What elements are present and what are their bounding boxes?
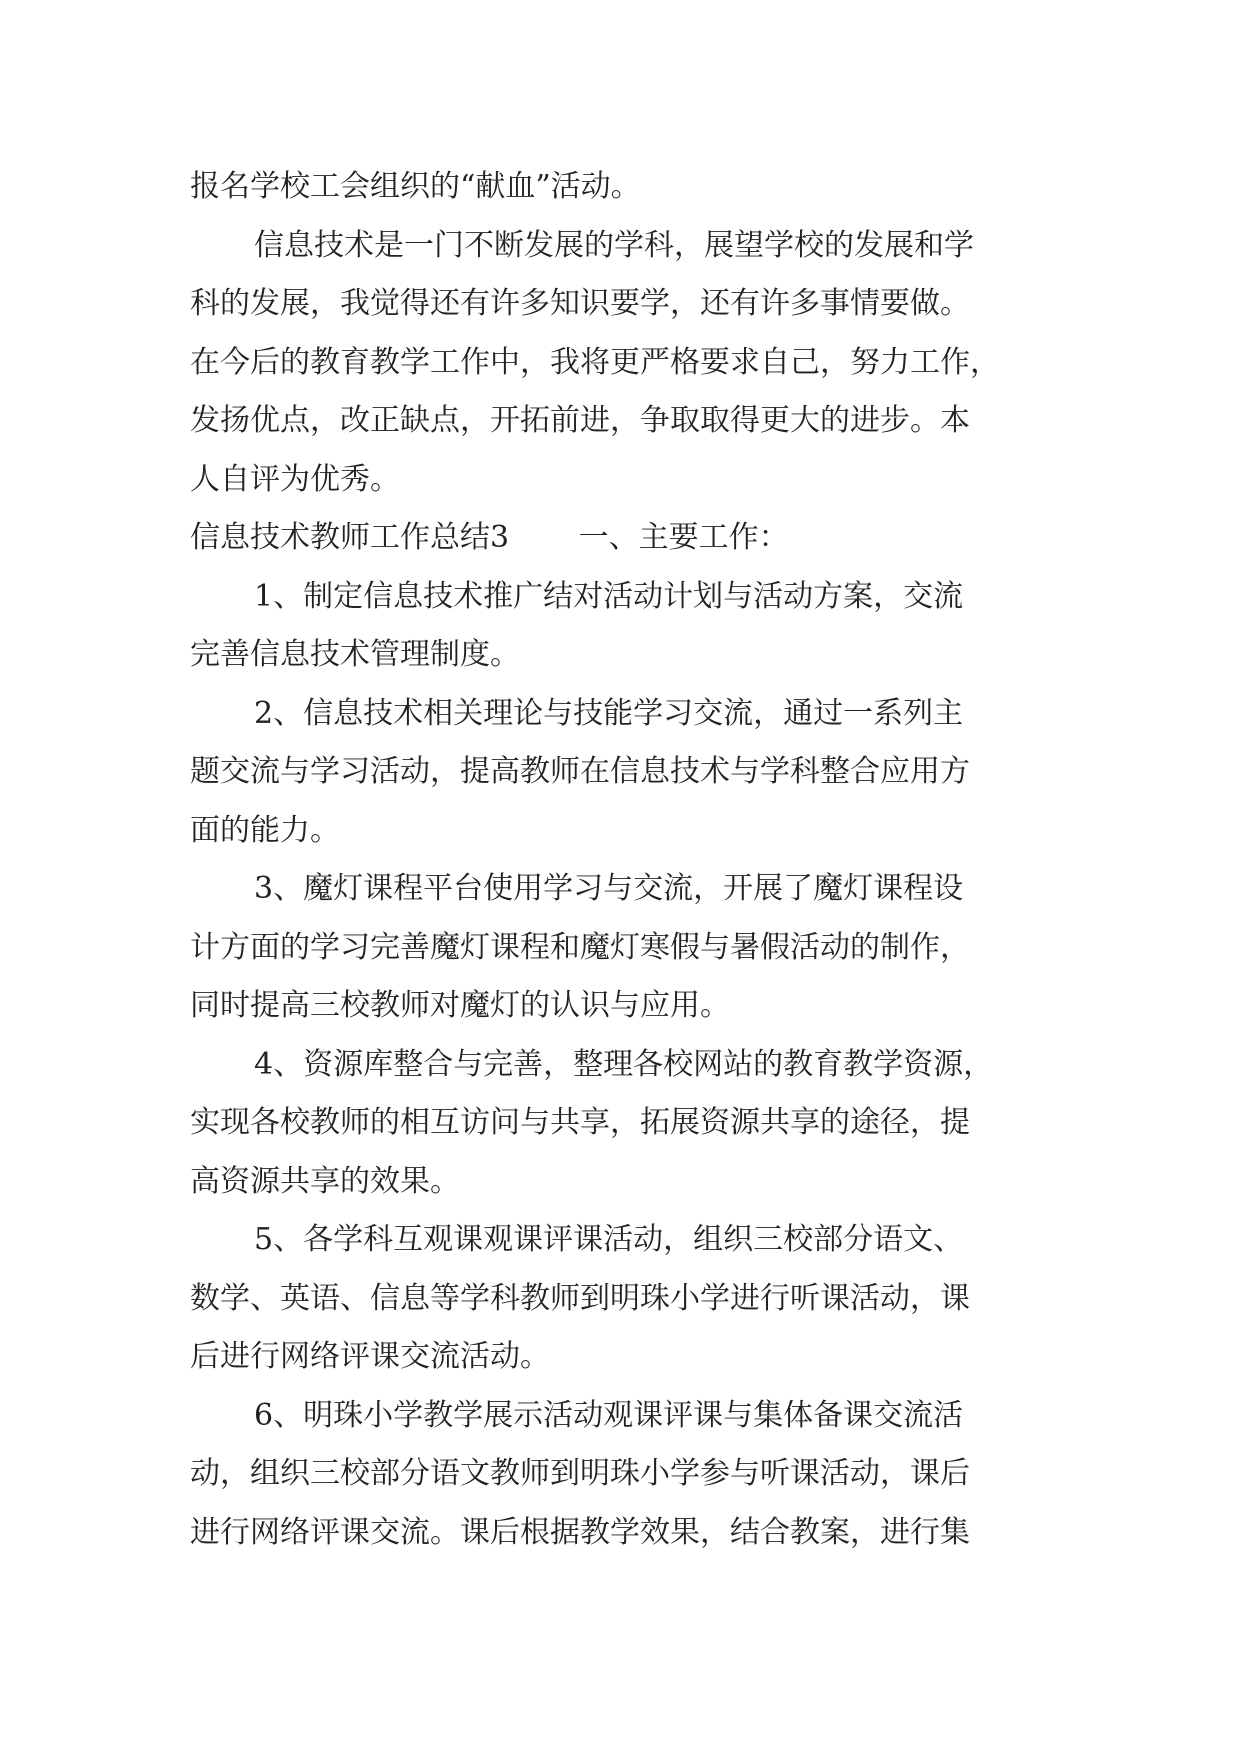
text-line: 数学、英语、信息等学科教师到明珠小学进行听课活动，课	[190, 1280, 970, 1316]
text-line: 科的发展，我觉得还有许多知识要学，还有许多事情要做。	[190, 286, 970, 321]
text-line: 高资源共享的效果。	[190, 1163, 460, 1199]
text-line: 1、制定信息技术推广结对活动计划与活动方案，交流	[254, 578, 964, 614]
text-line: 发扬优点，改正缺点，开拓前进，争取取得更大的进步。本	[190, 403, 970, 438]
text-line: 进行网络评课交流。课后根据教学效果，结合教案，进行集	[190, 1514, 970, 1550]
text-line: 完善信息技术管理制度。	[190, 637, 520, 672]
body-text	[190, 158, 1070, 1562]
text-line: 实现各校教师的相互访问与共享，拓展资源共享的途径，提	[190, 1105, 970, 1140]
section-heading: 信息技术教师工作总结3 一、主要工作：	[190, 520, 789, 555]
text-line: 后进行网络评课交流活动。	[190, 1339, 550, 1374]
text-line: 6、明珠小学教学展示活动观课评课与集体备课交流活	[254, 1397, 964, 1433]
text-line: 4、资源库整合与完善，整理各校网站的教育教学资源，	[254, 1046, 994, 1082]
text-line: 题交流与学习活动，提高教师在信息技术与学科整合应用方	[190, 754, 970, 789]
text-line: 同时提高三校教师对魔灯的认识与应用。	[190, 988, 730, 1023]
text-line: 面的能力。	[190, 812, 340, 848]
text-line: 人自评为优秀。	[190, 461, 400, 497]
text-line: 动，组织三校部分语文教师到明珠小学参与听课活动，课后	[190, 1456, 970, 1491]
text-line: 在今后的教育教学工作中，我将更严格要求自己，努力工作，	[190, 344, 1000, 380]
text-line: 5、各学科互观课观课评课活动，组织三校部分语文、	[254, 1222, 964, 1257]
text-line: 信息技术是一门不断发展的学科，展望学校的发展和学	[254, 227, 974, 263]
text-line: 3、魔灯课程平台使用学习与交流，开展了魔灯课程设	[254, 871, 964, 906]
text-line: 计方面的学习完善魔灯课程和魔灯寒假与暑假活动的制作，	[190, 929, 970, 965]
text-line: 报名学校工会组织的“献血”活动。	[190, 169, 641, 204]
text-line: 2、信息技术相关理论与技能学习交流，通过一系列主	[254, 695, 964, 731]
